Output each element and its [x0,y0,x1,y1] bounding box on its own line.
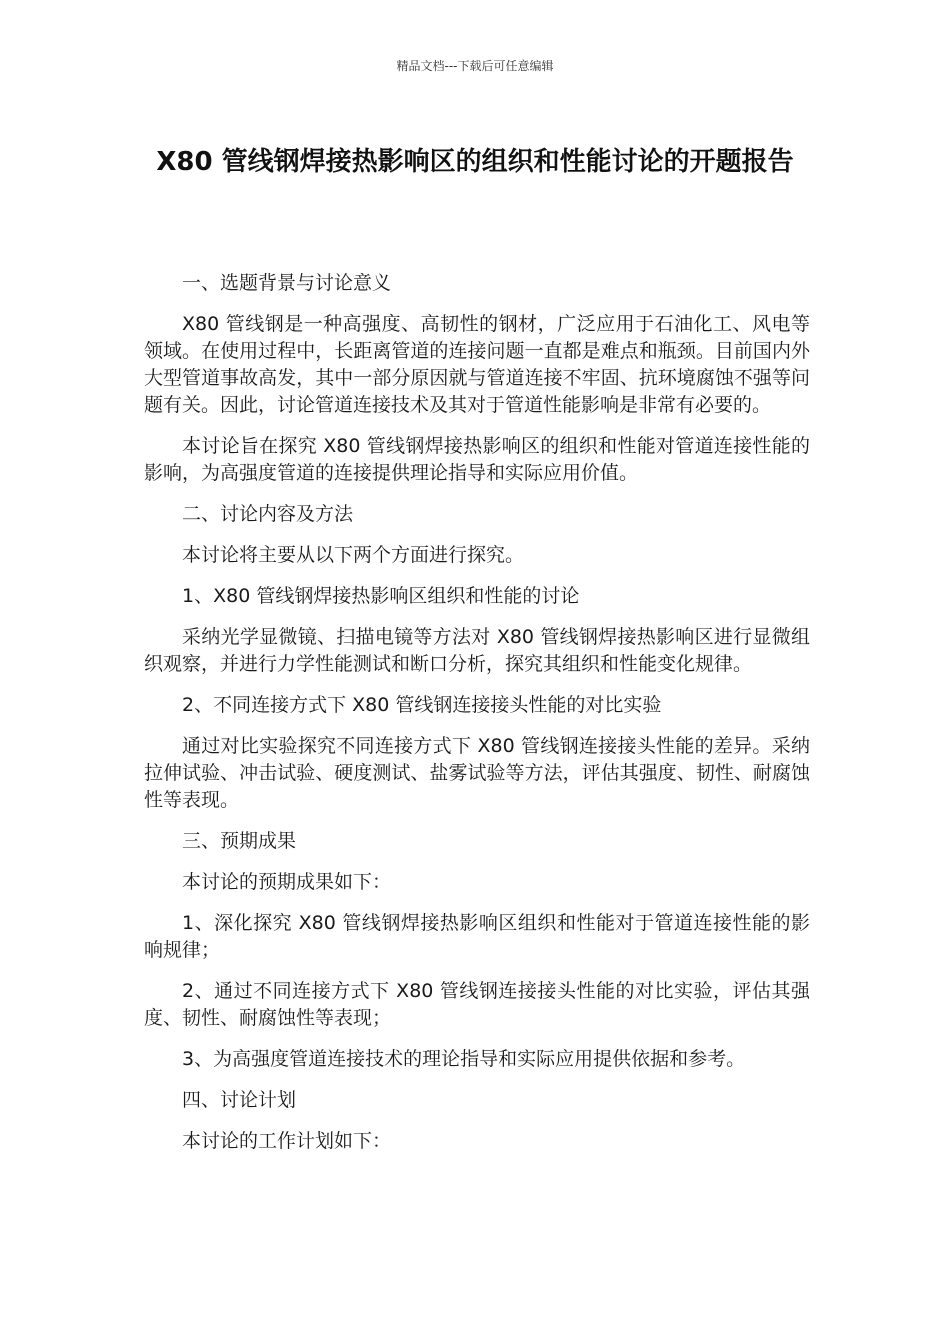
subheading: 2、不同连接方式下 X80 管线钢连接接头性能的对比实验 [182,694,662,716]
list-item: 1、深化探究 X80 管线钢焊接热影响区组织和性能对于管道连接性能的影响规律； [144,912,810,961]
paragraph: 本讨论旨在探究 X80 管线钢焊接热影响区的组织和性能对管道连接性能的影响，为高强度管道的连接提供理论指导和实际应用价值。 [144,435,810,484]
paragraph: 本讨论的预期成果如下： [182,871,392,893]
section-heading-plan: 四、讨论计划 [182,1089,297,1111]
paragraph: X80 管线钢是一种高强度、高韧性的钢材，广泛应用于石油化工、风电等领域。在使用过程中，长距离管道的连接问题一直都是难点和瓶颈。目前国内外大型管道事故高发，其中一部分原因就与管道连接不牢固、抗环境腐蚀不强等问题有关。因此，讨论管道连接技术及其对于管道性能影响是非常有必要的。 [144,313,810,416]
paragraph: 通过对比实验探究不同连接方式下 X80 管线钢连接接头性能的差异。采纳拉伸试验、冲击试验、硬度测试、盐雾试验等方法，评估其强度、韧性、耐腐蚀性等表现。 [144,735,810,811]
paragraph: 本讨论将主要从以下两个方面进行探究。 [182,544,525,566]
section-heading-background: 一、选题背景与讨论意义 [182,272,392,294]
list-item: 3、为高强度管道连接技术的理论指导和实际应用提供依据和参考。 [182,1048,746,1070]
paragraph: 采纳光学显微镜、扫描电镜等方法对 X80 管线钢焊接热影响区进行显微组织观察，并进行力学性能测试和断口分析，探究其组织和性能变化规律。 [144,626,810,675]
section-heading-results: 三、预期成果 [182,830,297,852]
document-title: X80 管线钢焊接热影响区的组织和性能讨论的开题报告 [156,147,794,177]
list-item: 2、通过不同连接方式下 X80 管线钢连接接头性能的对比实验，评估其强度、韧性、耐腐蚀性等表现； [144,980,810,1029]
subheading: 1、X80 管线钢焊接热影响区组织和性能的讨论 [182,585,580,607]
header-note: 精品文档---下载后可任意编辑 [396,59,554,73]
paragraph: 本讨论的工作计划如下： [182,1130,392,1152]
section-heading-content: 二、讨论内容及方法 [182,503,354,525]
document-body [144,270,810,1169]
